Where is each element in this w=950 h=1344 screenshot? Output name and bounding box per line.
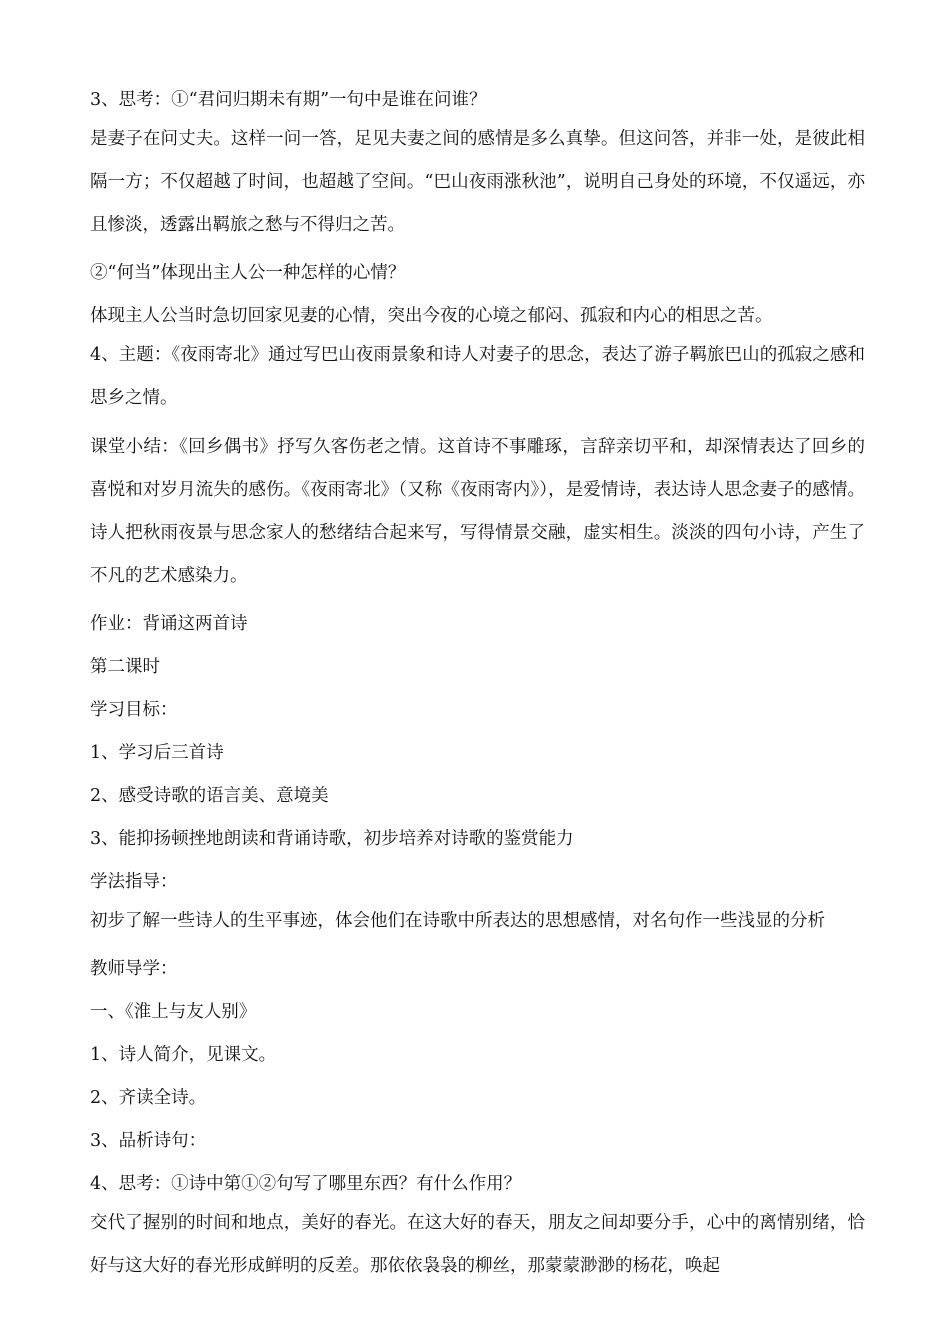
document-page [90,88,865,1288]
poem-step-2: 2、齐读全诗。 [90,1088,207,1108]
homework-line: 作业：背诵这两首诗 [90,614,248,634]
study-method-paragraph: 初步了解一些诗人的生平事迹，体会他们在诗歌中所表达的思想感情，对名句作一些浅显的分析 [90,911,825,931]
question-3-heading: 3、思考：①“君问归期未有期”一句中是谁在问谁？ [90,90,487,110]
poem-step-1: 1、诗人简介，见课文。 [90,1045,277,1065]
goal-item-3: 3、能抑扬顿挫地朗读和背诵诗歌，初步培养对诗歌的鉴赏能力 [90,829,574,849]
poem-section-heading: 一、《淮上与友人别》 [90,1002,257,1022]
class-summary-paragraph: 课堂小结：《回乡偶书》抒写久客伤老之情。这首诗不事雕琢，言辞亲切平和，却深情表达了回乡的喜悦和对岁月流失的感伤。《夜雨寄北》（又称《夜雨寄内》），是爱情诗，表达诗人思念妻子的感情。诗人把秋雨夜景与思念家人的愁绪结合起来写，写得情景交融，虚实相生。淡淡的四句小诗，产生了不凡的艺术感染力。 [90,437,865,586]
poem-step-3: 3、品析诗句： [90,1131,207,1151]
question-2-heading: ②“何当”体现出主人公一种怎样的心情？ [90,263,406,283]
learning-goals-heading: 学习目标： [90,700,178,720]
answer-paragraph-1: 是妻子在问丈夫。这样一问一答，足见夫妻之间的感情是多么真挚。但这问答，并非一处，是彼此相隔一方；不仅超越了时间，也超越了空间。“巴山夜雨涨秋池”，说明自己身处的环境，不仅遥远，亦且惨淡，透露出羁旅之愁与不得归之苦。 [90,129,865,235]
theme-paragraph: 4、主题：《夜雨寄北》通过写巴山夜雨景象和诗人对妻子的思念，表达了游子羁旅巴山的孤寂之感和思乡之情。 [90,345,865,408]
goal-item-1: 1、学习后三首诗 [90,743,224,763]
second-lesson-heading: 第二课时 [90,657,160,677]
goal-item-2: 2、感受诗歌的语言美、意境美 [90,786,329,806]
answer-paragraph-2: 体现主人公当时急切回家见妻的心情，突出今夜的心境之郁闷、孤寂和内心的相思之苦。 [90,306,773,326]
teacher-guide-heading: 教师导学： [90,959,178,979]
analysis-paragraph: 交代了握别的时间和地点，美好的春光。在这大好的春天，朋友之间却要分手，心中的离情别绪，恰好与这大好的春光形成鲜明的反差。那依依袅袅的柳丝，那蒙蒙渺渺的杨花，唤起 [90,1213,865,1276]
study-method-heading: 学法指导： [90,872,178,892]
poem-step-4: 4、思考：①诗中第①②句写了哪里东西？有什么作用？ [90,1174,522,1194]
